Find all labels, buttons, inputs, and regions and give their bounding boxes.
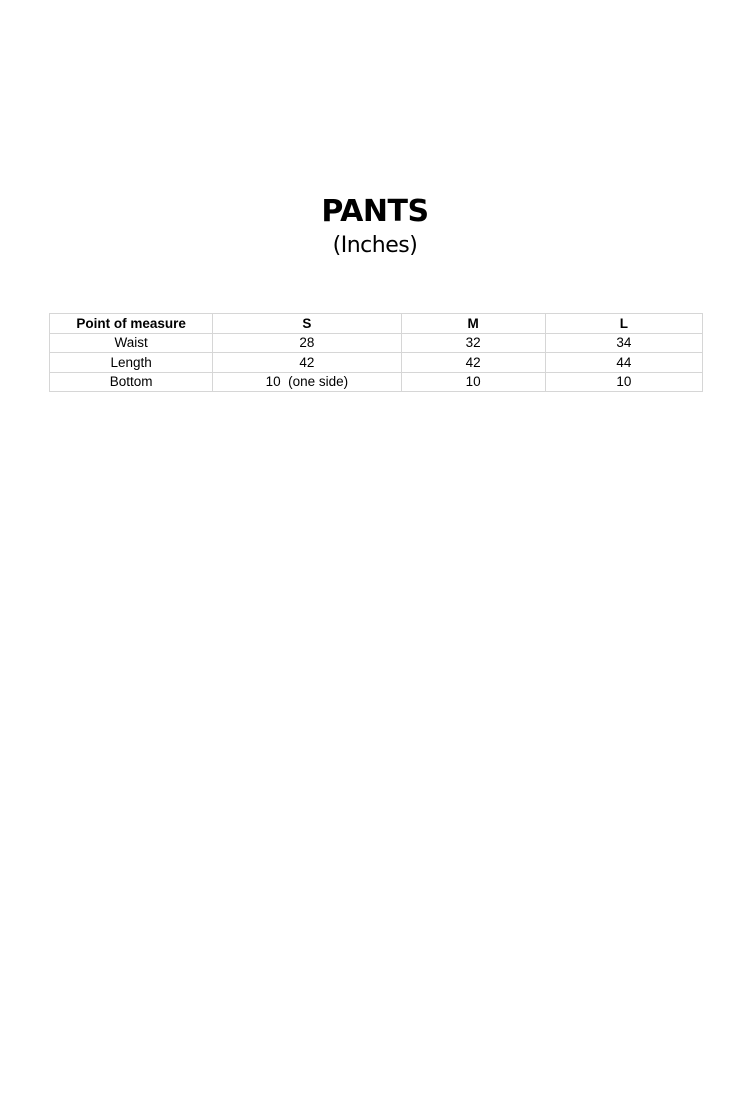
table-row — [50, 353, 703, 373]
page-subtitle: (Inches) — [332, 233, 418, 258]
header-size-s: S — [213, 314, 401, 334]
cell-s: 10 (one side) — [213, 372, 401, 392]
cell-s: 42 — [213, 353, 401, 373]
table-row — [50, 372, 703, 392]
row-label: Length — [50, 353, 213, 373]
cell-s: 28 — [213, 333, 401, 353]
table-header-row — [50, 314, 703, 334]
cell-m: 32 — [401, 333, 545, 353]
row-label: Waist — [50, 333, 213, 353]
cell-l: 34 — [545, 333, 702, 353]
header-point-of-measure: Point of measure — [50, 314, 213, 334]
cell-l: 44 — [545, 353, 702, 373]
header-size-m: M — [401, 314, 545, 334]
cell-m: 10 — [401, 372, 545, 392]
page-title: PANTS — [321, 194, 429, 229]
row-label: Bottom — [50, 372, 213, 392]
table-row — [50, 333, 703, 353]
header-size-l: L — [545, 314, 702, 334]
size-chart-table — [49, 313, 703, 392]
cell-m: 42 — [401, 353, 545, 373]
cell-l: 10 — [545, 372, 702, 392]
